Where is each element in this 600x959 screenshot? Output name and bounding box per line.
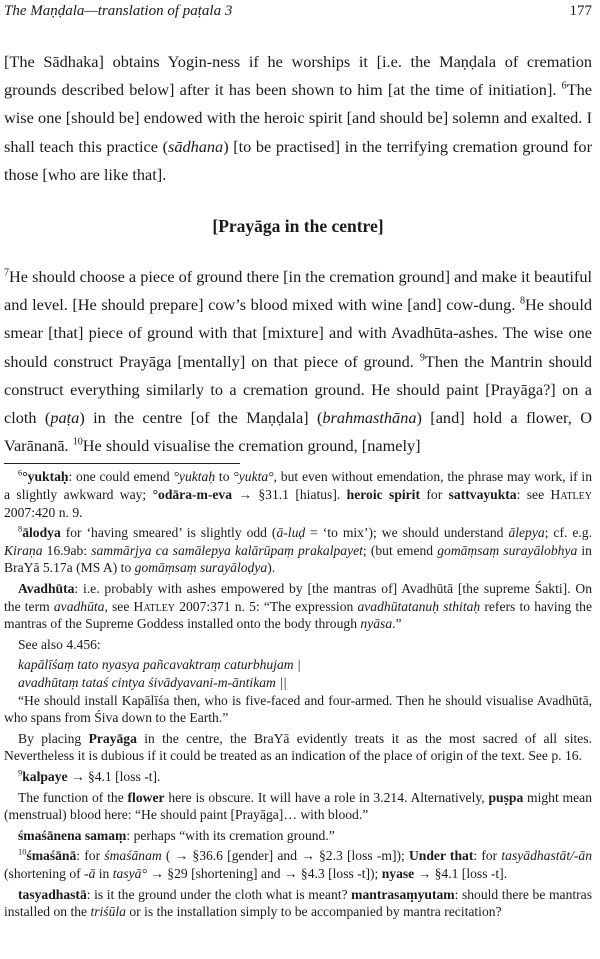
running-title: The Maṇḍala—translation of paṭala 3: [4, 3, 233, 19]
text-run: ; cf. e.g.: [544, 525, 592, 541]
text-run: ) [to be practised] in the terrifying cremation ground for those [who are like that].: [4, 136, 592, 184]
text-run: He should visualise the cremation ground, [namely]: [82, 436, 421, 456]
footnote-number: 10: [18, 846, 27, 857]
verse-line-2: avadhūtaṃ tataś cintya śivādyavani-m-āntikam ||: [18, 674, 287, 690]
lemma: °yuktaḥ: [22, 469, 69, 485]
text-run: Then the Mantrin should construct everything similarly to a cremation ground. He should paint [Prayāga?] on a cloth (: [4, 351, 593, 428]
page-number: 177: [569, 3, 592, 19]
term-italic: ālepya: [508, 525, 545, 541]
footnote-9: [4, 768, 592, 786]
footnote-ref-10: 10: [72, 436, 83, 448]
term-italic: śmaśānam: [104, 848, 162, 864]
text-run: → §31.1 [hiatus].: [232, 487, 347, 503]
footnote-number: 8: [18, 523, 23, 534]
text-run: [The Sādhaka] obtains Yogin-ness if he worships it [i.e. the Maṇḍala of cremation grounds described below] after it has been shown to him [at the time of initiation].: [4, 52, 592, 100]
term-italic: tasyādhastāt/-ān: [501, 848, 592, 864]
note-flower: [4, 789, 592, 824]
text-run: ( → §36.6 [gender] and → §2.3 [loss -m]);: [161, 848, 409, 864]
term-italic: gomāṃsaṃ surayālobhya: [437, 542, 578, 558]
text-run: here is obscure. It will have a role in 3.214. Alternatively,: [164, 789, 489, 805]
footnote-rule: [4, 463, 240, 464]
term-italic: triśūla: [90, 904, 126, 920]
term-italic: avadhūta: [53, 598, 105, 614]
term-italic: gomāṃsaṃ surayāloḍya: [134, 560, 268, 576]
paragraph-intro: [4, 48, 592, 189]
verse-translation: “He should install Kapālīśa then, who is five-faced and four-armed. Then he should visualise Avadhūtā, who spans from Śiva down to the Earth.”: [4, 692, 592, 726]
text-run: to: [215, 469, 234, 485]
footnote-number: 9: [18, 767, 23, 778]
text-run: (shortening of: [4, 865, 85, 881]
term-italic: sammārjya ca samālepya kalārūpaṃ prakalpayet: [91, 542, 363, 558]
verse-line-1: kapālīśaṃ tato nyasya pañcavaktraṃ caturbhujam |: [18, 657, 301, 673]
footnote-6: [4, 468, 592, 521]
text-run: : for: [76, 848, 105, 864]
text-run: : for: [473, 848, 502, 864]
text-run: refers to having the mantras of the Supreme Goddess installed onto the body through: [4, 598, 592, 632]
text-run: for: [420, 487, 449, 503]
text-run: By placing: [18, 730, 89, 746]
note-smasanena: [4, 827, 592, 845]
text-run: → §4.1 [loss -t].: [67, 768, 161, 784]
term-italic: nyāsa: [360, 616, 393, 632]
text-run: : i.e. probably with ashes empowered by [the mantras of] Avadhūtā [the supreme Śakti]. On the term: [4, 581, 592, 614]
term-italic: tasyā°: [112, 865, 147, 881]
text-run: : see: [516, 487, 551, 503]
term-italic: sādhana: [168, 136, 224, 156]
term-italic: paṭa: [50, 408, 80, 428]
lemma: heroic spirit: [346, 487, 420, 503]
term-italic: ā-luḍ: [276, 525, 306, 541]
text-run: : one could emend: [68, 469, 174, 485]
text-run: : is it the ground under the cloth what is meant?: [86, 886, 352, 902]
lemma: mantrasaṃyutam: [351, 886, 455, 902]
text-run: , but even without emendation, the phrase may work, if in a slightly awkward way;: [4, 469, 592, 503]
text-run: , see: [104, 598, 134, 614]
paragraph-prayaga: [4, 263, 592, 460]
term-italic: °yuktaḥ: [173, 469, 216, 485]
lemma: sattvayukta: [448, 487, 517, 503]
footnote-8: [4, 524, 592, 577]
term-italic: avadhūtatanuḥ sthitaḥ: [357, 598, 481, 614]
footnote-ref-7: 7: [4, 267, 10, 279]
lemma: Avadhūta: [18, 581, 75, 596]
text-run: → §29 [shortening] and → §4.3 [loss -t]);: [146, 865, 382, 881]
text-run: ; (but emend: [362, 542, 438, 558]
lemma: puṣpa: [488, 789, 524, 805]
term-italic: °yukta°: [233, 469, 274, 485]
footnotes: [4, 468, 592, 920]
lemma: Under that: [408, 848, 474, 864]
text-run: : should there be mantras installed on the: [4, 886, 592, 920]
text-run: might mean (menstrual) blood here: “He should paint [Prayāga]… with blood.”: [4, 789, 592, 823]
text-run: = ‘to mix’); we should understand: [305, 525, 509, 541]
lemma: °odāra-m-eva: [152, 487, 233, 503]
lemma: Prayāga: [88, 730, 137, 746]
text-run: → §4.1 [loss -t].: [414, 865, 508, 881]
footnote-10: [4, 847, 592, 882]
footnote-ref-8: 8: [519, 295, 526, 307]
text-run: 2007:420 n. 9.: [4, 504, 83, 520]
text-run: ).: [267, 560, 276, 576]
term-italic: brahmasthāna: [322, 408, 417, 428]
lemma: kalpaye: [22, 768, 68, 784]
section-heading: [Prayāga in the centre]: [212, 216, 384, 237]
footnote-number: 6: [18, 467, 23, 478]
lemma: śmaśānā: [26, 848, 77, 864]
note-tasyadhasta: [4, 886, 592, 921]
text-run: : perhaps “with its cremation ground.”: [126, 827, 335, 843]
lemma: ālodya: [22, 525, 61, 541]
text-run: ) in the centre [of the Maṇḍala] (: [79, 408, 323, 428]
text-run: or is the installation simply to be accompanied by mantra recitation?: [125, 904, 502, 920]
text-run: He should choose a piece of ground there [in the cremation ground] and make it beautiful and level. [He should prepare] cow’s blood mixed with wine [and] cow-dung.: [4, 267, 592, 315]
footnote-ref-6: 6: [561, 80, 567, 92]
note-prayaga: [4, 730, 592, 765]
text-run: for ‘having smeared’ is slightly odd (: [60, 525, 277, 541]
note-avadhuta: [4, 580, 592, 633]
text-run: in the centre, the BraYā evidently treats it as the most sacred of all sites. Nevertheless it is dubious if it could be treated as an indication of the place of origin of the text. See p. 16.: [4, 730, 592, 764]
text-run: in BraYā 5.17a (MS A) to: [4, 542, 592, 576]
text-run: .”: [392, 616, 402, 632]
text-run: The wise one [should be] endowed with the heroic spirit [and should be] solemn and exalted. I shall teach this practice (: [4, 80, 592, 156]
lemma: nyase: [381, 865, 415, 881]
term-italic: -ā: [84, 865, 96, 881]
author-name: Hatley: [550, 487, 592, 503]
text-run: ) [and] hold a flower, O Varānanā.: [4, 408, 592, 456]
page-body: [4, 48, 592, 924]
term-italic: Kiraṇa: [4, 542, 43, 558]
text-run: in: [95, 865, 113, 881]
see-also: See also 4.456:: [18, 636, 101, 652]
lemma: tasyadhastā: [18, 886, 87, 902]
lemma: śmaśānena samaṃ: [18, 827, 127, 843]
text-run: The function of the: [18, 789, 128, 805]
running-header: [4, 2, 592, 20]
text-run: 2007:371 n. 5: “The expression: [175, 598, 358, 614]
text-run: He should smear [that] piece of ground with that [mixture] and with Avadhūta-ashes. The wise one should construct Prayāga [mentally] on that piece of ground.: [4, 295, 592, 371]
text-run: 16.9ab:: [42, 542, 92, 558]
footnote-ref-9: 9: [419, 352, 425, 364]
author-name: Hatley: [133, 598, 176, 614]
lemma: flower: [127, 789, 165, 805]
